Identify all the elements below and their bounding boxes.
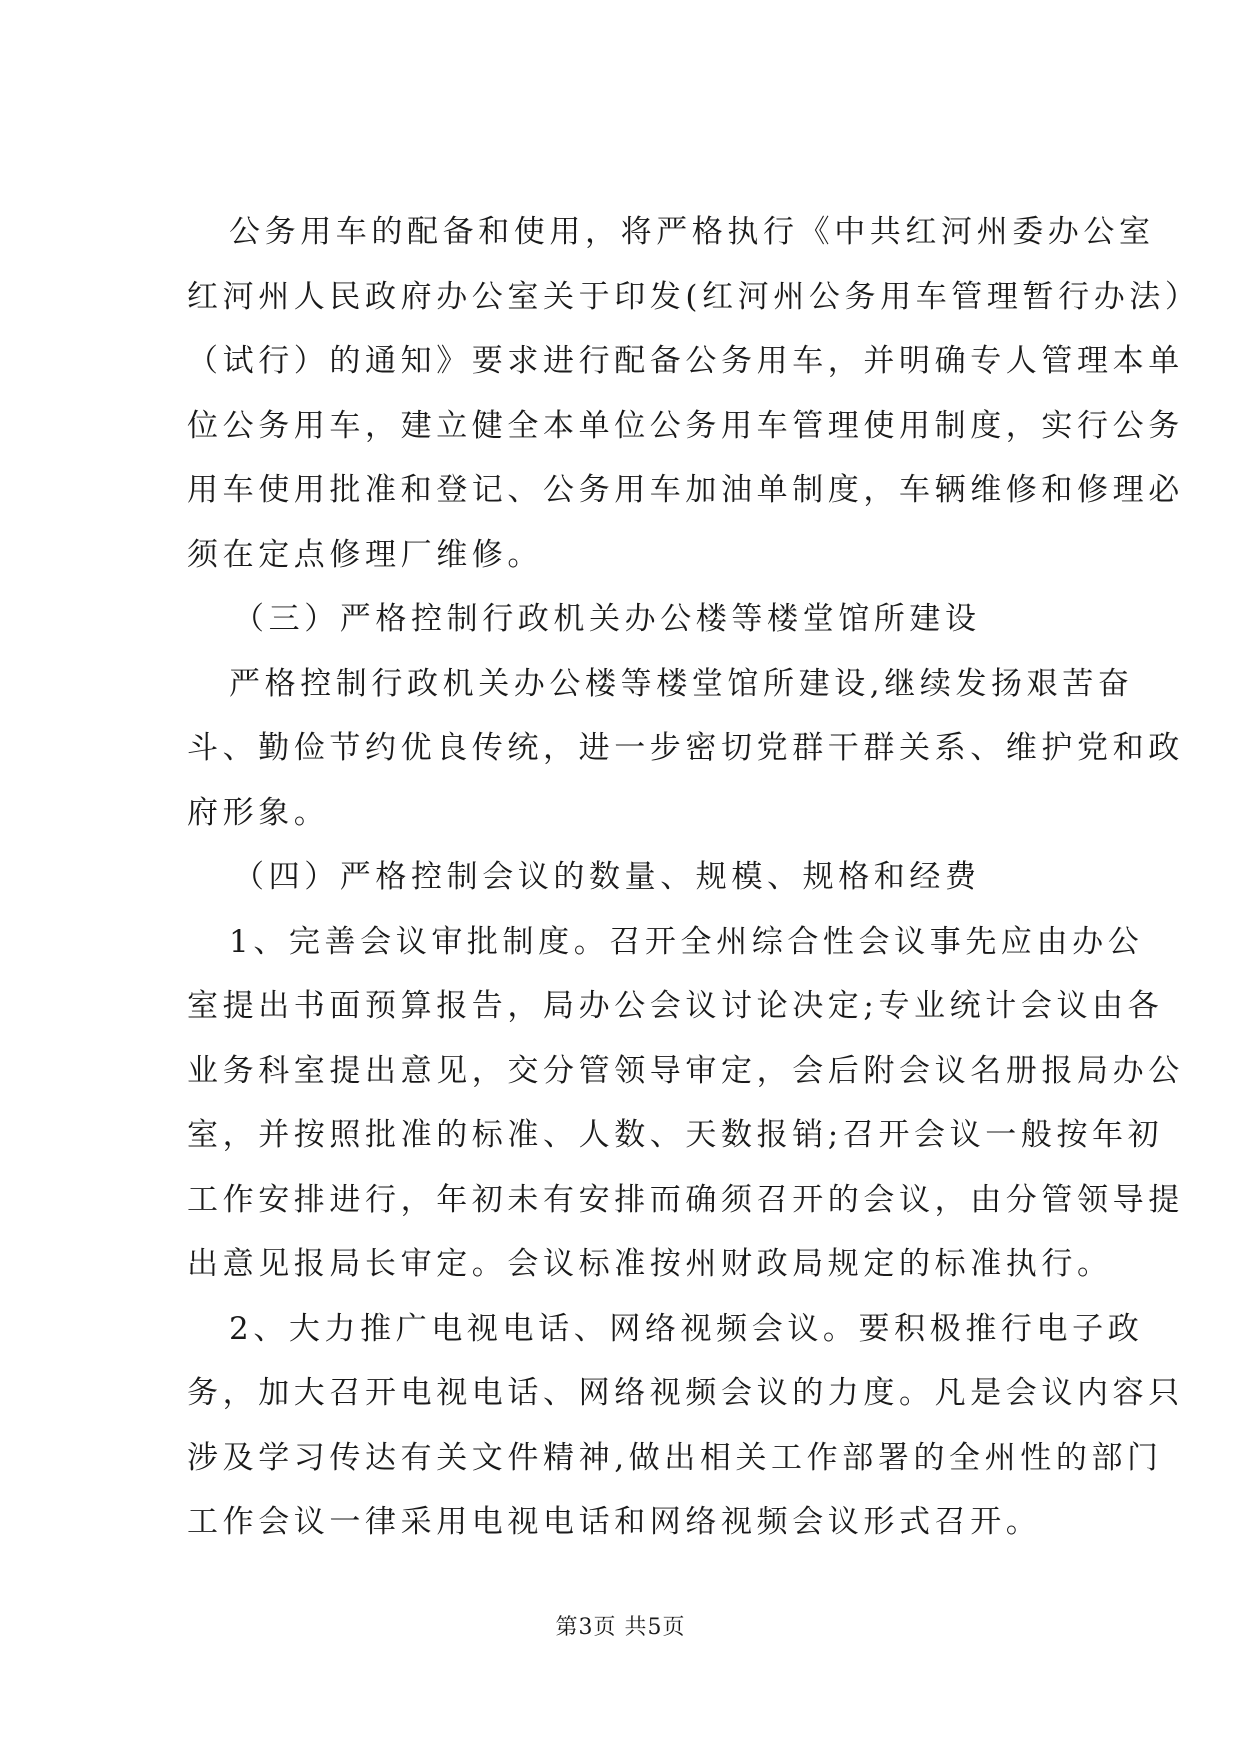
paragraph-line: 工作安排进行，年初未有安排而确须召开的会议，由分管领导提 <box>187 1181 1184 1218</box>
paragraph-line: 室提出书面预算报告，局办公会议讨论决定;专业统计会议由各 <box>187 988 1164 1024</box>
paragraph-line: 公务用车的配备和使用，将严格执行《中共红河州委办公室 <box>229 214 1155 250</box>
page-footer <box>0 1613 1241 1643</box>
paragraph-line: 业务科室提出意见，交分管领导审定，会后附会议名册报局办公 <box>187 1052 1184 1089</box>
paragraph-line: 2、大力推广电视电话、网络视频会议。要积极推行电子政 <box>229 1310 1144 1347</box>
paragraph-line: 用车使用批准和登记、公务用车加油单制度，车辆维修和修理必 <box>187 472 1184 508</box>
paragraph-line: 严格控制行政机关办公楼等楼堂馆所建设,继续发扬艰苦奋 <box>229 665 1134 702</box>
paragraph-line: 室，并按照批准的标准、人数、天数报销;召开会议一般按年初 <box>187 1117 1164 1153</box>
section-heading-3: （三）严格控制行政机关办公楼等楼堂馆所建设 <box>233 601 981 637</box>
paragraph-line: 位公务用车，建立健全本单位公务用车管理使用制度，实行公务 <box>187 407 1184 444</box>
document-body <box>187 200 1201 1555</box>
paragraph-line: 红河州人民政府办公室关于印发(红河州公务用车管理暂行办法） <box>187 278 1201 315</box>
page-number-label: 第3页 共5页 <box>555 1615 686 1640</box>
paragraph-line: 1、完善会议审批制度。召开全州综合性会议事先应由办公 <box>229 923 1144 960</box>
paragraph-line: 涉及学习传达有关文件精神,做出相关工作部署的全州性的部门 <box>187 1439 1163 1476</box>
section-heading-4: （四）严格控制会议的数量、规模、规格和经费 <box>233 859 981 895</box>
paragraph-line: 须在定点修理厂维修。 <box>187 536 543 573</box>
paragraph-line: 斗、勤俭节约优良传统，进一步密切党群干群关系、维护党和政 <box>187 730 1184 766</box>
paragraph-line: 出意见报局长审定。会议标准按州财政局规定的标准执行。 <box>187 1246 1113 1282</box>
paragraph-line: 工作会议一律采用电视电话和网络视频会议形式召开。 <box>187 1504 1042 1540</box>
paragraph-line: 务，加大召开电视电话、网络视频会议的力度。凡是会议内容只 <box>187 1375 1184 1411</box>
paragraph-line: 府形象。 <box>187 794 330 831</box>
paragraph-line: （试行）的通知》要求进行配备公务用车，并明确专人管理本单 <box>187 343 1184 379</box>
